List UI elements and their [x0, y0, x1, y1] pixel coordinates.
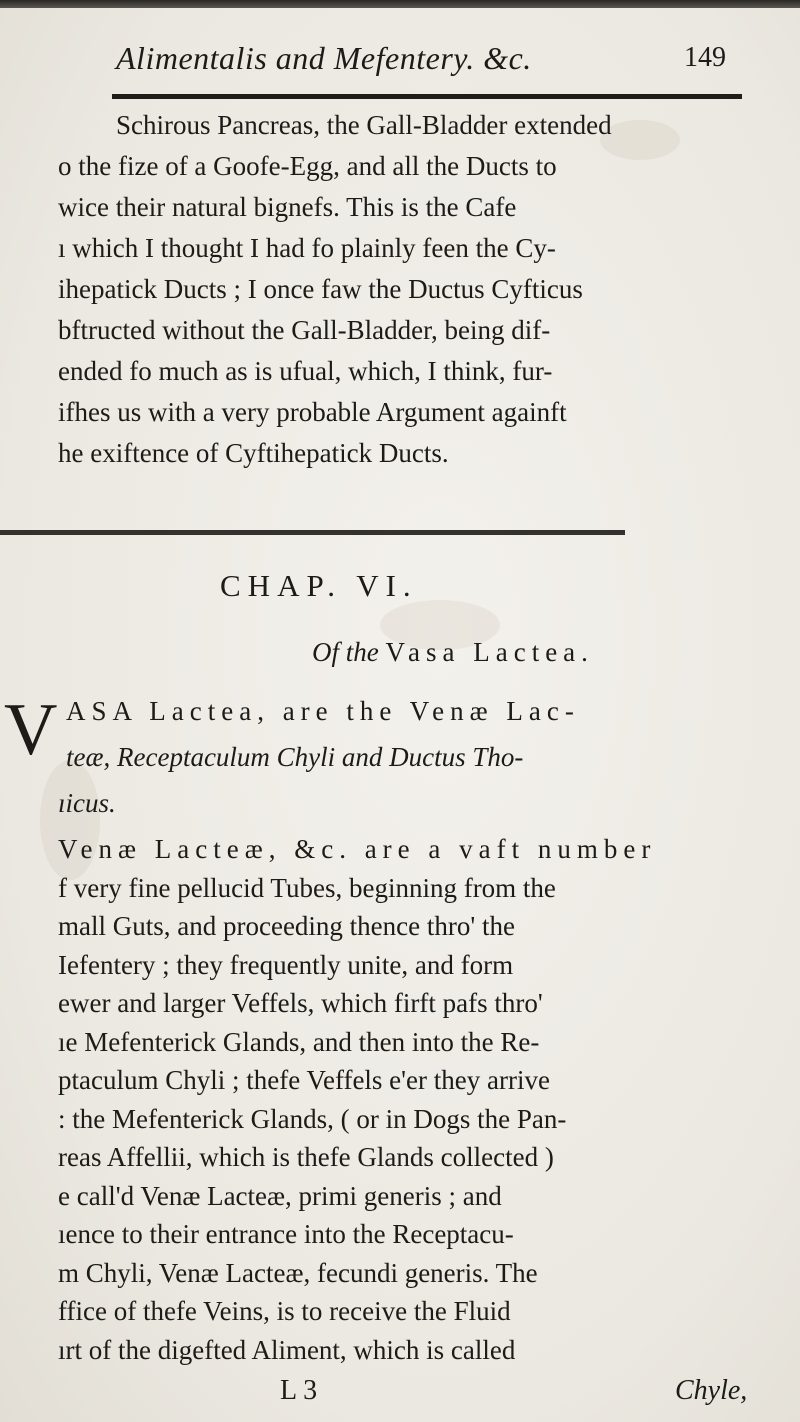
catchword: Chyle, [675, 1375, 748, 1406]
text-line: ffice of thefe Veins, is to receive the Fluid [58, 1296, 511, 1326]
chapter-title-main: Vasa Lactea. [385, 637, 594, 667]
text-line: ıence to their entrance into the Receptacu- [58, 1219, 514, 1249]
text-line: ended fo much as is ufual, which, I think, fur- [58, 356, 553, 386]
text-line: teæ, Receptaculum Chyli and Ductus Tho- [66, 742, 524, 772]
running-title: Alimentalis and Mefentery. &c. [116, 40, 532, 76]
chapter-title-prefix: Of the [312, 637, 379, 667]
text-line: Schirous Pancreas, the Gall-Bladder extended [116, 110, 612, 140]
text-line: ı which I thought I had fo plainly feen the Cy- [58, 233, 556, 263]
chapter-heading: CHAP. VI. [220, 568, 418, 603]
text-line: e call'd Venæ Lacteæ, primi generis ; and [58, 1180, 502, 1211]
text-line: Iefentery ; they frequently unite, and form [58, 949, 514, 980]
text-line: bftructed without the Gall-Bladder, being dif- [58, 315, 551, 345]
text-line: ıe Mefenterick Glands, and then into the Re- [58, 1026, 540, 1057]
drop-cap: V [4, 689, 58, 771]
chapter-title [312, 637, 594, 668]
text-line: ewer and larger Veffels, which firft pafs thro' [58, 988, 543, 1018]
text-line: reas Affellii, which is thefe Glands collected ) [58, 1142, 554, 1172]
text-line: ASA Lactea, are the Venæ Lac- [66, 696, 580, 726]
text-line: m Chyli, Venæ Lacteæ, fecundi generis. The [58, 1257, 538, 1288]
text-line: ifhes us with a very probable Argument againft [58, 397, 567, 427]
paper-stain [600, 120, 680, 160]
text-line: o the fize of a Goofe-Egg, and all the Ducts to [58, 151, 557, 181]
text-line: mall Guts, and proceeding thence thro' the [58, 911, 515, 941]
text-line: : the Mefenterick Glands, ( or in Dogs the Pan- [58, 1103, 567, 1134]
text-line: Venæ Lacteæ, &c. are a vaft number [58, 834, 657, 864]
text-line: f very fine pellucid Tubes, beginning from the [58, 872, 556, 903]
header-rule [112, 94, 742, 99]
text-line: ihepatick Ducts ; I once faw the Ductus Cyfticus [58, 274, 583, 304]
signature-mark: L 3 [280, 1375, 318, 1406]
page-top-edge [0, 0, 800, 8]
text-line: ptaculum Chyli ; thefe Veffels e'er they arrive [58, 1065, 550, 1095]
running-header [116, 34, 726, 84]
text-line: wice their natural bignefs. This is the Cafe [58, 192, 517, 222]
text-line: ırt of the digefted Aliment, which is called [58, 1334, 516, 1365]
page-number: 149 [684, 42, 726, 73]
section-rule [0, 530, 625, 535]
text-line: ıicus. [58, 788, 116, 818]
text-line: he exiftence of Cyftihepatick Ducts. [58, 438, 449, 468]
